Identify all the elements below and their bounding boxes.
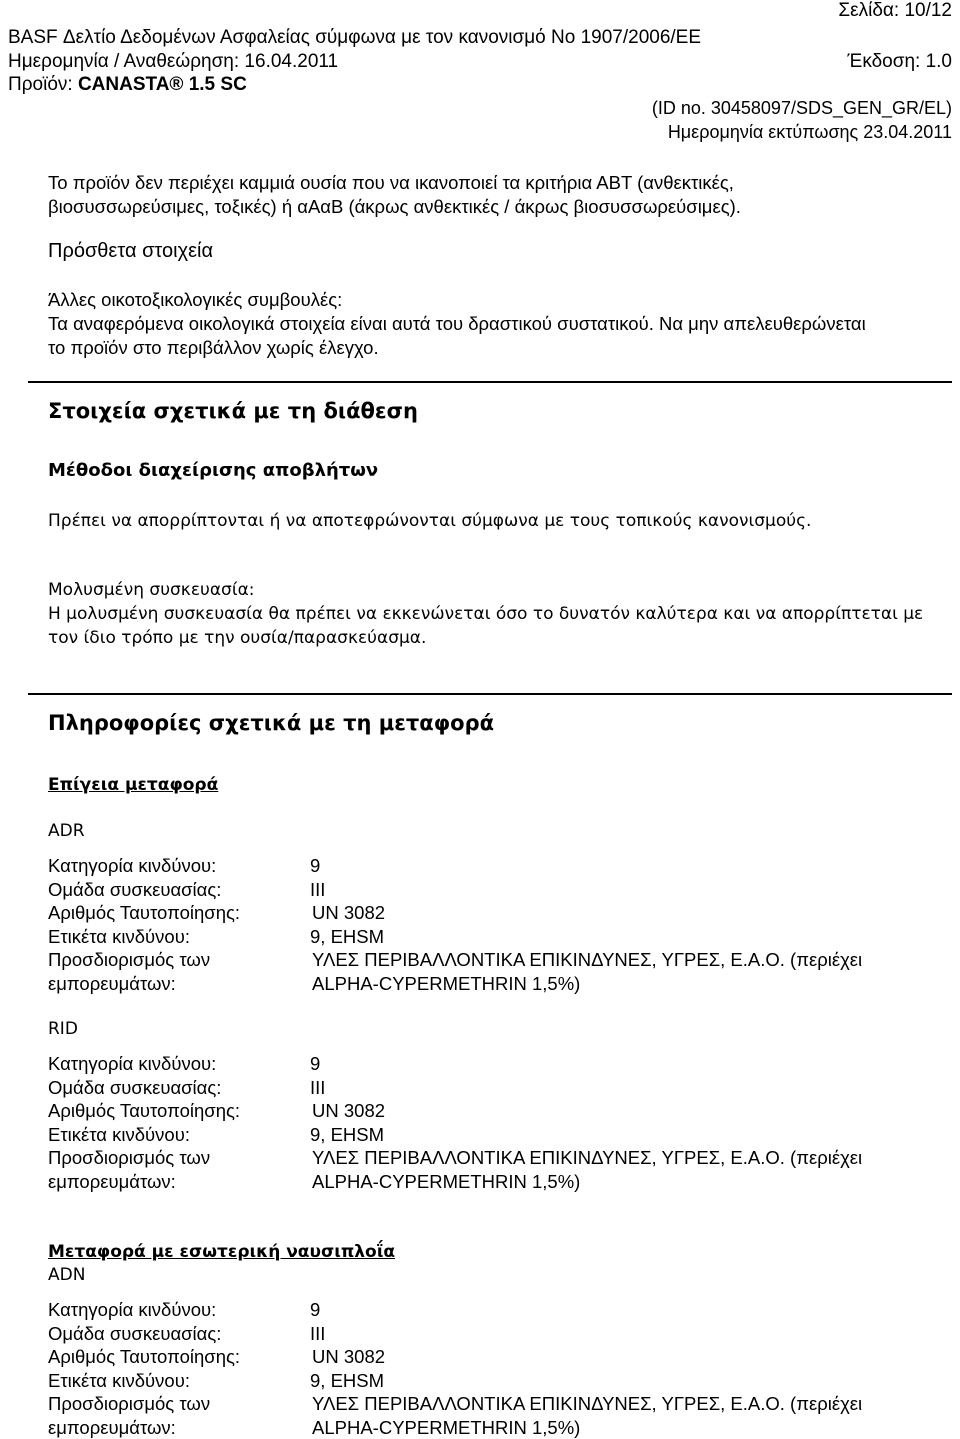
print-date: Ημερομηνία εκτύπωσης 23.04.2011	[668, 121, 952, 143]
adn-heading: ADN	[48, 1264, 85, 1286]
hazard-label-value: 9, EHSM	[310, 1123, 384, 1147]
id-number-label: Αριθμός Ταυτοποίησης:	[48, 1345, 312, 1369]
hazard-class-value: 9	[310, 854, 320, 878]
hazard-label-value: 9, EHSM	[310, 925, 384, 949]
packing-group-value: III	[310, 1322, 325, 1346]
id-number-value: UN 3082	[312, 1099, 385, 1123]
designation-label-cont: εμπορευμάτων:	[48, 1416, 312, 1439]
hazard-label-label: Ετικέτα κινδύνου:	[48, 1123, 310, 1147]
hazard-class-value: 9	[310, 1298, 320, 1322]
waste-methods-title: Μέθοδοι διαχείρισης αποβλήτων	[48, 459, 378, 483]
land-transport-heading: Επίγεια μεταφορά	[48, 774, 218, 796]
id-number-value: UN 3082	[312, 1345, 385, 1369]
section-divider	[28, 693, 952, 695]
packing-group-value: III	[310, 878, 325, 902]
rid-heading: RID	[48, 1018, 78, 1040]
designation-label: Προσδιορισμός των	[48, 1146, 312, 1170]
designation-label-cont: εμπορευμάτων:	[48, 1170, 312, 1194]
packing-group-value: III	[310, 1076, 325, 1100]
id-number: (ID no. 30458097/SDS_GEN_GR/EL)	[652, 97, 952, 119]
eco-advice-label: Άλλες οικοτοξικολογικές συμβουλές:	[48, 288, 342, 312]
hazard-label-label: Ετικέτα κινδύνου:	[48, 925, 310, 949]
designation-value: ΥΛΕΣ ΠΕΡΙΒΑΛΛΟΝΤΙΚΑ ΕΠΙΚΙΝΔΥΝΕΣ, ΥΓΡΕΣ, Ε.Α.Ο. (περιέχει	[312, 1392, 862, 1416]
designation-value: ΥΛΕΣ ΠΕΡΙΒΑΛΛΟΝΤΙΚΑ ΕΠΙΚΙΝΔΥΝΕΣ, ΥΓΡΕΣ, Ε.Α.Ο. (περιέχει	[312, 948, 862, 972]
waste-methods-text: Πρέπει να απορρίπτονται ή να αποτεφρώνονται σύμφωνα με τους τοπικούς κανονισμούς.	[48, 509, 811, 533]
adn-block	[48, 1298, 948, 1439]
inland-waterway-heading: Μεταφορά με εσωτερική ναυσιπλοΐα	[48, 1241, 395, 1263]
document-title: BASF Δελτίο Δεδομένων Ασφαλείας σύμφωνα με τον κανονισμό Νο 1907/2006/ΕΕ	[8, 27, 701, 49]
packing-group-label: Ομάδα συσκευασίας:	[48, 1076, 310, 1100]
hazard-class-label: Κατηγορία κινδύνου:	[48, 1298, 310, 1322]
id-number-value: UN 3082	[312, 901, 385, 925]
adr-heading: ADR	[48, 820, 85, 842]
eco-advice-line-2: το προϊόν στο περιβάλλον χωρίς έλεγχο.	[48, 336, 379, 360]
packing-group-label: Ομάδα συσκευασίας:	[48, 1322, 310, 1346]
id-number-label: Αριθμός Ταυτοποίησης:	[48, 1099, 312, 1123]
hazard-label-value: 9, EHSM	[310, 1369, 384, 1393]
disposal-title: Στοιχεία σχετικά με τη διάθεση	[48, 398, 418, 424]
revision-date: Ημερομηνία / Αναθεώρηση: 16.04.2011	[8, 51, 338, 73]
version: Έκδοση: 1.0	[847, 51, 952, 73]
contaminated-packaging-label: Μολυσμένη συσκευασία:	[48, 578, 255, 602]
product-label: Προϊόν:	[8, 74, 78, 95]
designation-label-cont: εμπορευμάτων:	[48, 972, 312, 996]
section-divider	[28, 381, 952, 383]
adr-block	[48, 854, 948, 995]
eco-advice-line-1: Τα αναφερόμενα οικολογικά στοιχεία είναι αυτά του δραστικού συστατικού. Να μην απελευθερώνεται	[48, 312, 866, 336]
designation-value: ΥΛΕΣ ΠΕΡΙΒΑΛΛΟΝΤΙΚΑ ΕΠΙΚΙΝΔΥΝΕΣ, ΥΓΡΕΣ, Ε.Α.Ο. (περιέχει	[312, 1146, 862, 1170]
hazard-label-label: Ετικέτα κινδύνου:	[48, 1369, 310, 1393]
pbt-line-2: βιοσυσσωρεύσιμες, τοξικές) ή αΑαΒ (άκρως ανθεκτικές / άκρως βιοσυσσωρεύσιμες).	[48, 195, 741, 219]
product-name: CANASTA® 1.5 SC	[78, 74, 247, 95]
hazard-class-label: Κατηγορία κινδύνου:	[48, 1052, 310, 1076]
designation-label: Προσδιορισμός των	[48, 948, 312, 972]
hazard-class-label: Κατηγορία κινδύνου:	[48, 854, 310, 878]
transport-title: Πληροφορίες σχετικά με τη μεταφορά	[48, 710, 494, 736]
designation-label: Προσδιορισμός των	[48, 1392, 312, 1416]
contaminated-packaging-line-2: τον ίδιο τρόπο με την ουσία/παρασκεύασμα.	[48, 626, 426, 650]
product-line	[8, 74, 247, 96]
pbt-line-1: Το προϊόν δεν περιέχει καμμιά ουσία που να ικανοποιεί τα κριτήρια ΑΒΤ (ανθεκτικές,	[48, 171, 734, 195]
id-number-label: Αριθμός Ταυτοποίησης:	[48, 901, 312, 925]
contaminated-packaging-line-1: Η μολυσμένη συσκευασία θα πρέπει να εκκενώνεται όσο το δυνατόν καλύτερα και να απορρίπτεται με	[48, 602, 923, 626]
designation-value-cont: ALPHA-CYPERMETHRIN 1,5%)	[312, 1170, 580, 1194]
designation-value-cont: ALPHA-CYPERMETHRIN 1,5%)	[312, 1416, 580, 1439]
designation-value-cont: ALPHA-CYPERMETHRIN 1,5%)	[312, 972, 580, 996]
page-number: Σελίδα: 10/12	[838, 0, 952, 22]
additional-heading: Πρόσθετα στοιχεία	[48, 238, 213, 264]
rid-block	[48, 1052, 948, 1193]
packing-group-label: Ομάδα συσκευασίας:	[48, 878, 310, 902]
hazard-class-value: 9	[310, 1052, 320, 1076]
